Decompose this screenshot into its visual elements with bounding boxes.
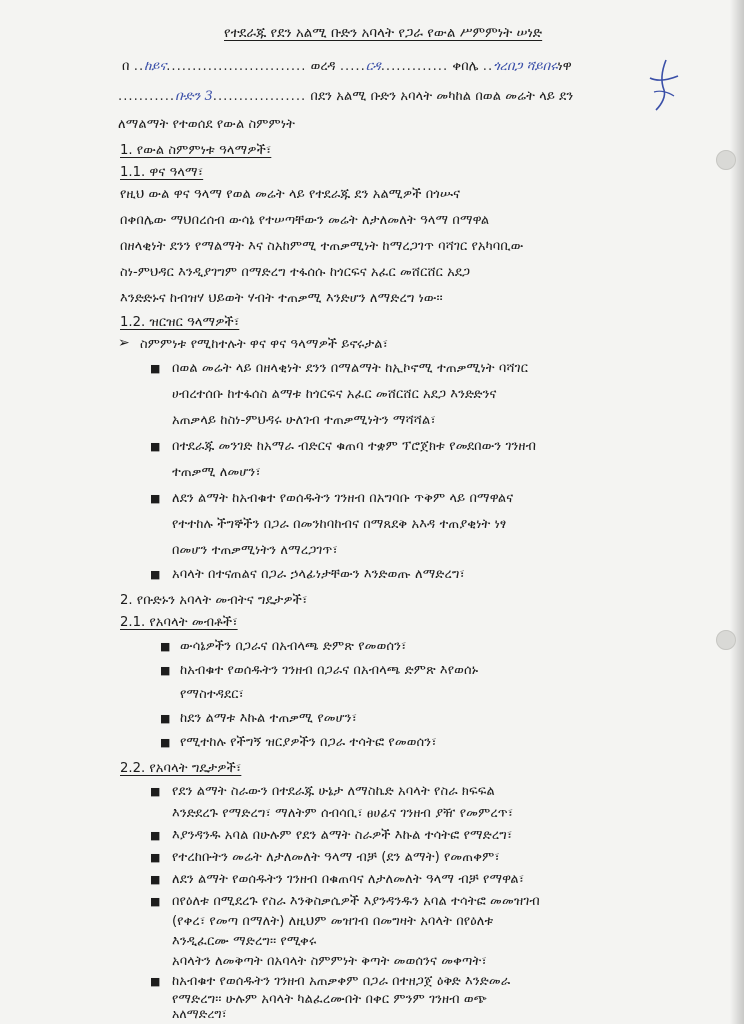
bullet-icon: ■	[160, 664, 171, 677]
list-item-line: በየዕለቱ በሚደረጉ የስራ እንቅስቃሴዎች እያንዳንዱን አባል ተሳትፎ መመዝገብ	[172, 894, 540, 909]
section-2-1-heading: 2.1. የአባላት መብቶች፣	[120, 615, 238, 630]
paragraph-line: ስነ-ምህዳር እንዲያገግም በማድረግ ተፋሰሱ ከጎርፍና አፈር መሸርሸር አደጋ	[120, 265, 471, 280]
bullet-icon: ■	[150, 362, 161, 375]
list-item-line: ውሳኔዎችን በጋራና በአብላጫ ድምጽ የመወሰን፣	[180, 639, 407, 654]
handwritten-woreda: ርዳ	[365, 59, 381, 74]
list-item-line: በወል መሬት ላይ በዘላቂነት ደንን በማልማት ከኢኮኖሚ ተጠቃሚነት ባሻገር	[172, 361, 528, 376]
punch-hole	[716, 150, 736, 170]
paragraph-line: በቀበሌው ማህበረሰብ ውሳኔ የተሠጣቸውን መሬት ለታለመለት ዓላማ በማዋል	[120, 213, 490, 228]
woreda-label: ወረዳ	[310, 59, 336, 74]
section-1-2-heading: 1.2. ዝርዝር ዓላማዎች፣	[120, 315, 240, 330]
list-item-line: አባላትን ለመቅጣት በአባላት ስምምነት ቅጣት መወሰንና መቀጣት፣	[172, 954, 487, 969]
section-1-heading: 1. የውል ስምምነቱ ዓላማዎች፣	[120, 143, 272, 158]
bullet-icon: ■	[150, 492, 161, 505]
list-item-line: በመሆን ተጠቃሚነትን ለማረጋገጥ፣	[172, 543, 338, 558]
dotted-field: ..	[482, 59, 494, 74]
signature-mark	[644, 56, 684, 116]
list-item-line: (የቀረ፣ የመጣ በማለት) ለዚህም መዝገብ በመግዛት አባላት በየዕለቱ	[172, 914, 494, 929]
bullet-icon: ■	[160, 640, 171, 653]
bullet-icon: ■	[150, 568, 161, 581]
bullet-icon: ■	[150, 829, 161, 842]
dotted-field: ...........................	[166, 59, 307, 74]
punch-hole	[716, 630, 736, 650]
list-item-line: ከአብቁተ የወሰዱትን ገንዘብ በጋራና በአብላጫ ድምጽ እየወሰኑ	[180, 663, 479, 678]
dotted-field: .............	[380, 59, 449, 74]
paragraph-line: እንድድኑና ከብዝሃ ህይወት ሃብት ተጠቃሚ እንድሆን ለማድረግ ነው፡፡	[120, 291, 443, 306]
list-item-line: የማስተዳደር፣	[180, 687, 244, 702]
dotted-field: .....	[339, 59, 366, 74]
bullet-icon: ■	[150, 785, 161, 798]
list-item-line: እንዲፈርሙ ማድረግ፡፡ የሚቀሩ	[172, 934, 317, 949]
list-item-line: የደን ልማት ስራውን በተደራጁ ሁኔታ ለማስኬድ አባላት የስራ ክፍፍል	[172, 784, 495, 799]
list-item-line: ለደን ልማት የወሰዱትን ገንዘብ በቁጠባና ለታለመለት ዓላማ ብቻ የማዋል፣	[172, 872, 525, 887]
list-item-line: አጠቃላይ ከስነ-ምህዳሩ ሁለገብ ተጠቃሚነትን ማሻሻል፣	[172, 413, 436, 428]
dotted-field: ..................	[212, 89, 307, 104]
bullet-icon: ■	[150, 440, 161, 453]
bullet-icon: ■	[150, 873, 161, 886]
list-item-line: ከደን ልማቱ እኩል ተጠቃሚ የመሆን፣	[180, 711, 357, 726]
paragraph-line: በዘላቂነት ደንን የማልማት እና ስአከምሚ ተጠቃሚነት ከማረጋገጥ ባሻገር የአካባቢው	[120, 239, 524, 254]
section-1-1-heading: 1.1. ዋና ዓላማ፣	[120, 165, 204, 180]
paragraph-line: የዚህ ውል ዋና ዓላማ የወል መሬት ላይ የተደራጁ ደን አልሚዎች በጎሡና	[120, 187, 461, 202]
list-item-line: የሚተከሉ የችግኝ ዝርያዎችን በጋራ ተሳትፎ የመወሰን፣	[180, 735, 437, 750]
header-line-1	[122, 58, 572, 76]
header-prefix: በ	[122, 59, 130, 74]
bullet-icon: ■	[160, 712, 171, 725]
dotted-field: ...........	[118, 89, 176, 104]
dotted-field: ..	[133, 59, 145, 74]
handwritten-kebele: ጎረበጋ ሻይበሩ	[493, 59, 558, 74]
kebele-label: ቀበሌ	[452, 59, 479, 74]
list-item-line: በተደራጁ መንገድ ከአማራ ብድርና ቁጠባ ተቋም ፕሮጀክቱ የመደበውን ገንዘብ	[172, 439, 537, 454]
list-item-line: ተጠቃሚ ለመሆን፣	[172, 465, 261, 480]
handwritten-group: ቡድን 3	[175, 89, 213, 104]
list-item-line: የተተከሉ ችግኞችን በጋራ በመንከባከብና በማጸደቅ አእዳ ተጠያቂነት ነፃ	[172, 517, 507, 532]
list-item-line: አባላት በተናጠልና በጋራ ኃላፊነታቸውን እንድወጡ ለማድረግ፣	[172, 567, 465, 582]
header-line-3: ለማልማት የተወሰደ የውል ስምምነት	[118, 117, 296, 132]
bullet-icon: ■	[150, 895, 161, 908]
section-2-2-heading: 2.2. የአባላት ግዴታዎች፣	[120, 761, 242, 776]
header-line-2	[118, 88, 573, 106]
section-1-2-intro: ስምምነቱ የሚከተሉት ዋና ዋና ዓላማዎች ይኖሩታል፣	[140, 337, 388, 352]
header-line-2-text: በደን አልሚ ቡድን አባላት መካከል በወል መሬት ላይ ደን	[310, 89, 574, 104]
bullet-icon: ■	[150, 851, 161, 864]
section-2-heading: 2. የቡድኑን አባላት መብትና ግዴታዎች፣	[120, 593, 308, 608]
list-item-line: የማድረግ፡፡ ሁሉም አባላት ካልፈረሙበት በቀር ምንም ገንዘብ ወጭ	[172, 992, 487, 1007]
arrow-bullet-icon: ➢	[118, 335, 130, 351]
handwritten-zone: ከይና	[144, 59, 167, 74]
list-item-line: የተረከቡትን መሬት ለታለመለት ዓላማ ብቻ (ደን ልማት) የመጠቀም፣	[172, 850, 500, 865]
list-item-line: ለደን ልማት ከአብቁተ የወሰዱትን ገንዘብ በአግባቡ ጥቅም ላይ በማዋልና	[172, 491, 514, 506]
list-item-line: ከአብቁተ የወሰዱትን ገንዘብ አጠቃቀም በጋራ በተዘጋጀ ዕቅድ እንድመራ	[172, 974, 511, 989]
document-title: የተደራጁ የደን አልሚ ቡድን አባላት የጋራ የውል ሥምምነት ሠነድ	[224, 25, 543, 41]
list-item-line: ሀብረተሰቡ ከተፋሰስ ልማቱ ከጎርፍና አፈር መሸርሸር አደጋ እንድድንና	[172, 387, 497, 402]
list-item-line: እያንዳንዱ አባል በሁሉም የደን ልማት ስራዎች እኩል ተሳትፎ የማድረግ፣	[172, 828, 513, 843]
kebele-suffix: ነዋ	[557, 59, 572, 74]
bullet-icon: ■	[150, 975, 161, 988]
list-item-line: እንድደረጉ የማድረግ፣ ማለትም ሰብሳቢ፣ ፀሀፊና ገንዘብ ያዥ የመምረጥ፣	[172, 806, 514, 821]
bullet-icon: ■	[160, 736, 171, 749]
list-item-line: አለማድረግ፣	[172, 1006, 227, 1021]
